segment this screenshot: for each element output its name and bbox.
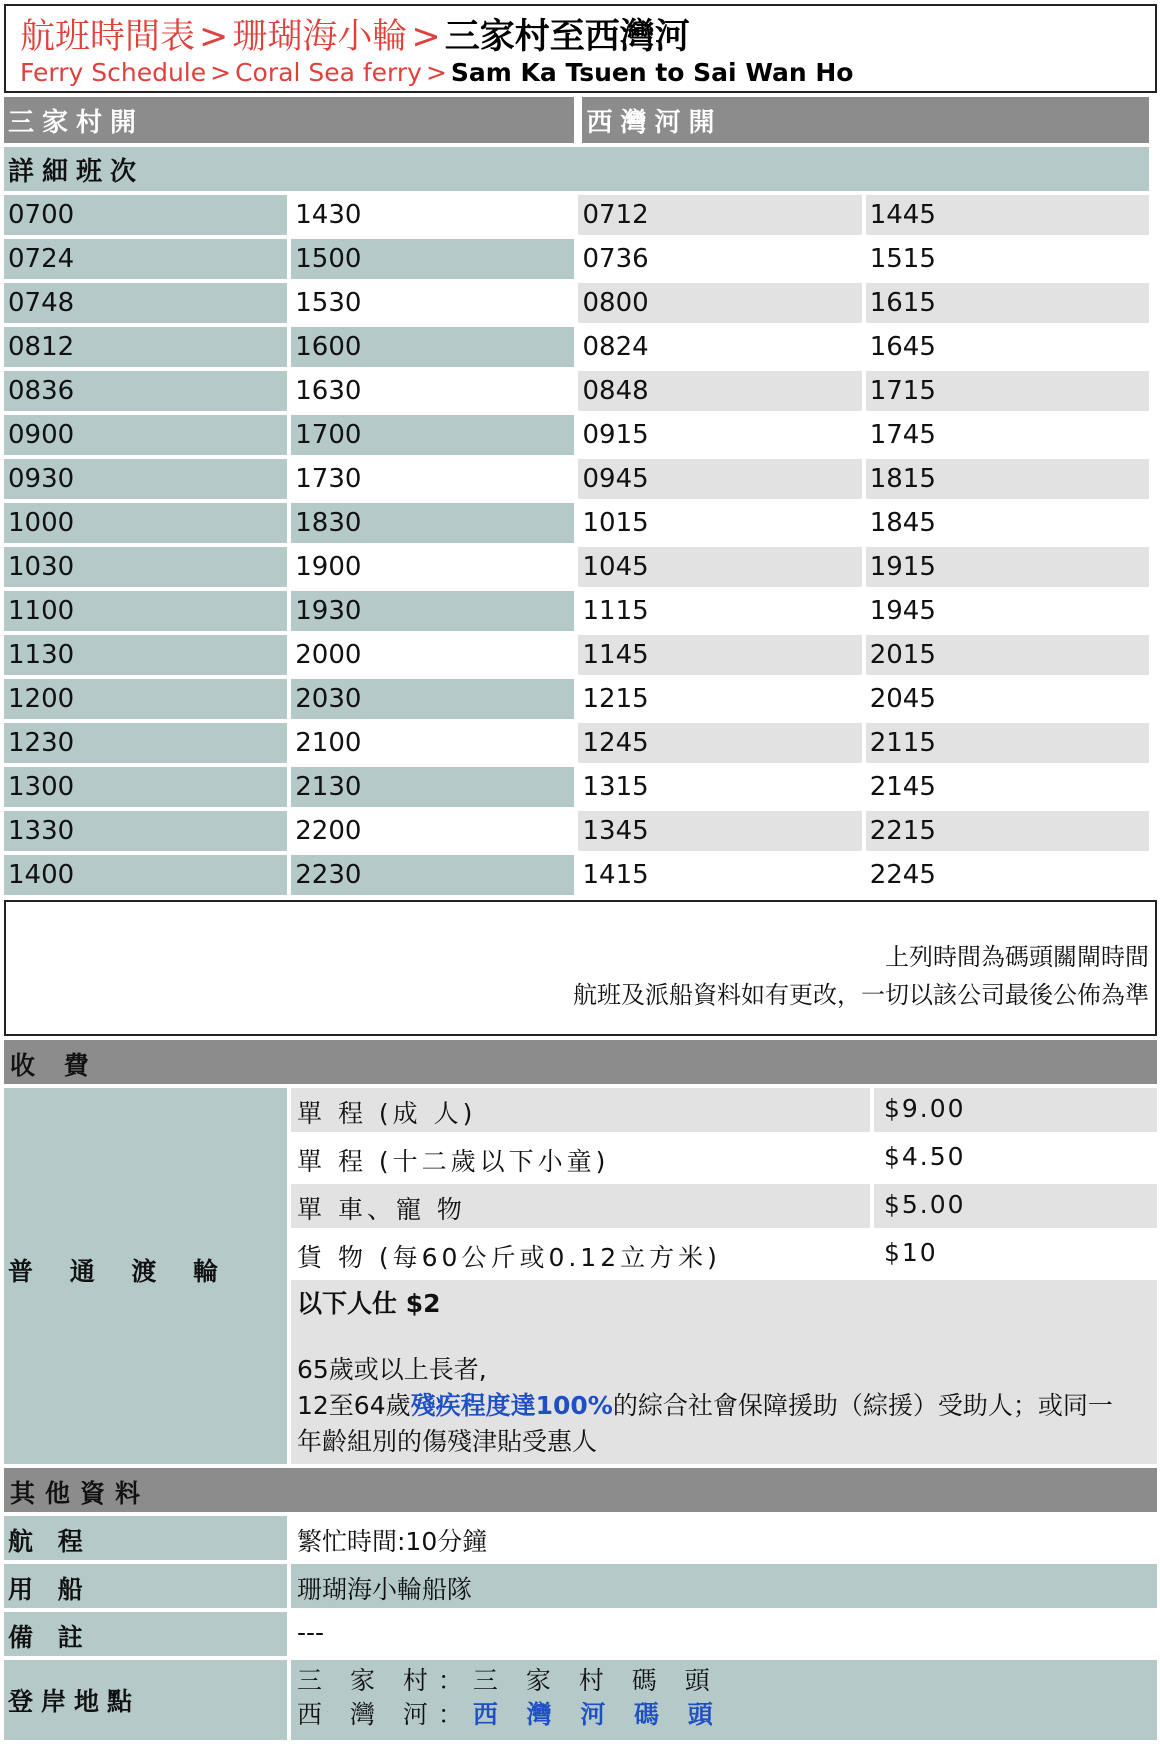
concession-info (291, 1280, 1157, 1464)
departure-time-sam-ka-tsuen: 2030 (291, 679, 574, 719)
vessel-value: 珊瑚海小輪船隊 (291, 1564, 1157, 1608)
departure-time-sam-ka-tsuen: 1200 (4, 679, 287, 719)
breadcrumb-separator: > (425, 58, 447, 87)
fee-row (291, 1088, 1157, 1132)
departure-time-sai-wan-ho: 1815 (866, 459, 1149, 499)
departure-time-sai-wan-ho: 0736 (578, 239, 861, 279)
departure-time-sam-ka-tsuen: 1630 (291, 371, 574, 411)
departure-time-sam-ka-tsuen: 2130 (291, 767, 574, 807)
pier-line-sam-ka-tsuen (297, 1664, 1151, 1698)
schedule-row (4, 415, 1149, 455)
departure-time-sai-wan-ho: 0824 (578, 327, 861, 367)
breadcrumb-en (20, 58, 1143, 88)
departure-time-sai-wan-ho: 0915 (578, 415, 861, 455)
departure-time-sai-wan-ho: 1445 (866, 195, 1149, 235)
departure-time-sam-ka-tsuen: 1830 (291, 503, 574, 543)
schedule-row (4, 855, 1149, 895)
departure-time-sam-ka-tsuen: 1130 (4, 635, 287, 675)
departure-time-sai-wan-ho: 2015 (866, 635, 1149, 675)
schedule-row (4, 503, 1149, 543)
schedule-row (4, 371, 1149, 411)
depart-sam-ka-tsuen-header: 三家村開 (4, 97, 574, 143)
remarks-label: 備 註 (4, 1612, 287, 1656)
pier-name: 三 家 村 碼 頭 (472, 1666, 720, 1695)
departure-time-sai-wan-ho: 2145 (866, 767, 1149, 807)
remarks-value: --- (291, 1612, 1157, 1656)
departure-time-sai-wan-ho: 2115 (866, 723, 1149, 763)
departure-time-sai-wan-ho: 1615 (866, 283, 1149, 323)
departure-time-sam-ka-tsuen: 2100 (291, 723, 574, 763)
departure-time-sam-ka-tsuen: 0836 (4, 371, 287, 411)
concession-line-1: 65歲或以上長者, (297, 1355, 487, 1384)
breadcrumb-link-schedule-en[interactable]: Ferry Schedule (20, 58, 207, 87)
concession-line-2 (297, 1388, 1151, 1424)
vessel-row (4, 1564, 1157, 1608)
vessel-label: 用 船 (4, 1564, 287, 1608)
departure-time-sai-wan-ho: 1715 (866, 371, 1149, 411)
departure-time-sai-wan-ho: 2245 (866, 855, 1149, 895)
departure-time-sam-ka-tsuen: 1730 (291, 459, 574, 499)
departure-time-sam-ka-tsuen: 2230 (291, 855, 574, 895)
journey-label: 航 程 (4, 1516, 287, 1560)
pier-label: 登岸地點 (4, 1660, 287, 1740)
schedule-row (4, 635, 1149, 675)
departure-time-sai-wan-ho: 1215 (578, 679, 861, 719)
concession-line-2-prefix: 12至64歲 (297, 1391, 411, 1420)
pier-row (4, 1660, 1157, 1740)
departure-time-sai-wan-ho: 1015 (578, 503, 861, 543)
fee-item-price: $9.00 (874, 1088, 1157, 1132)
departure-time-sam-ka-tsuen: 2200 (291, 811, 574, 851)
departure-time-sai-wan-ho: 1515 (866, 239, 1149, 279)
disability-link[interactable]: 殘疾程度達100% (410, 1391, 613, 1420)
departure-time-sam-ka-tsuen: 1300 (4, 767, 287, 807)
schedule-row (4, 591, 1149, 631)
departure-time-sam-ka-tsuen: 1600 (291, 327, 574, 367)
remarks-row (4, 1612, 1157, 1656)
departure-time-sai-wan-ho: 1645 (866, 327, 1149, 367)
fees-category-label: 普 通 渡 輪 (4, 1088, 287, 1464)
breadcrumb-separator: > (199, 17, 229, 57)
schedule-row (4, 195, 1149, 235)
departure-time-sai-wan-ho: 1315 (578, 767, 861, 807)
schedule-row (4, 547, 1149, 587)
departure-time-sam-ka-tsuen: 1100 (4, 591, 287, 631)
pier-place: 西 灣 河： (297, 1700, 473, 1729)
breadcrumb-current-en: Sam Ka Tsuen to Sai Wan Ho (450, 58, 854, 87)
notice-box (4, 900, 1157, 1036)
schedule-row (4, 239, 1149, 279)
departure-time-sam-ka-tsuen: 1530 (291, 283, 574, 323)
fee-row (291, 1136, 1157, 1180)
fee-row (291, 1184, 1157, 1228)
departure-time-sai-wan-ho: 1745 (866, 415, 1149, 455)
departure-time-sai-wan-ho: 1115 (578, 591, 861, 631)
departure-time-sai-wan-ho: 1415 (578, 855, 861, 895)
departure-time-sam-ka-tsuen: 1400 (4, 855, 287, 895)
departure-time-sam-ka-tsuen: 0900 (4, 415, 287, 455)
sai-wan-ho-pier-link[interactable]: 西 灣 河 碼 頭 (472, 1700, 723, 1729)
pier-place: 三 家 村： (297, 1666, 473, 1695)
breadcrumb-link-coralsea-en[interactable]: Coral Sea ferry (235, 58, 422, 87)
breadcrumb-link-coralsea-zh[interactable]: 珊瑚海小輪 (232, 17, 408, 57)
pier-line-sai-wan-ho (297, 1698, 1151, 1732)
departure-time-sam-ka-tsuen: 1900 (291, 547, 574, 587)
departure-time-sam-ka-tsuen: 1230 (4, 723, 287, 763)
departure-time-sai-wan-ho: 1945 (866, 591, 1149, 631)
departure-time-sai-wan-ho: 2215 (866, 811, 1149, 851)
departure-time-sai-wan-ho: 0848 (578, 371, 861, 411)
departure-time-sai-wan-ho: 0945 (578, 459, 861, 499)
departure-time-sam-ka-tsuen: 1430 (291, 195, 574, 235)
breadcrumb-separator: > (411, 17, 441, 57)
schedule-row (4, 459, 1149, 499)
fee-item-name: 單 程 (十二歲以下小童) (291, 1136, 870, 1180)
schedule-row (4, 811, 1149, 851)
other-info-section-title: 其他資料 (4, 1468, 1157, 1512)
departure-time-sam-ka-tsuen: 1030 (4, 547, 287, 587)
fees-section-title: 收 費 (4, 1040, 1157, 1084)
journey-row (4, 1516, 1157, 1560)
breadcrumb-header (4, 4, 1157, 93)
detail-timetable-label: 詳細班次 (4, 147, 1149, 191)
depart-sai-wan-ho-header: 西灣河開 (578, 97, 1149, 143)
departure-time-sai-wan-ho: 0800 (578, 283, 861, 323)
fee-item-name: 單 車、寵 物 (291, 1184, 870, 1228)
departure-time-sam-ka-tsuen: 1500 (291, 239, 574, 279)
departure-time-sam-ka-tsuen: 1930 (291, 591, 574, 631)
fee-row (291, 1232, 1157, 1276)
concession-title: 以下人仕 $2 (297, 1289, 441, 1318)
departure-time-sam-ka-tsuen: 1700 (291, 415, 574, 455)
fees-table (4, 1088, 1157, 1464)
schedule-row (4, 723, 1149, 763)
schedule-row (4, 679, 1149, 719)
departure-time-sai-wan-ho: 1245 (578, 723, 861, 763)
departure-time-sai-wan-ho: 2045 (866, 679, 1149, 719)
breadcrumb-separator: > (210, 58, 232, 87)
breadcrumb-zh (20, 16, 1143, 58)
departure-time-sai-wan-ho: 1145 (578, 635, 861, 675)
schedule-row (4, 767, 1149, 807)
pier-value (291, 1660, 1157, 1740)
concession-line-2-suffix: 的綜合社會保障援助（綜援）受助人；或同一 (612, 1391, 1113, 1420)
schedule-row (4, 327, 1149, 367)
departure-time-sam-ka-tsuen: 0930 (4, 459, 287, 499)
concession-line-3: 年齡組別的傷殘津貼受惠人 (297, 1427, 598, 1456)
departure-time-sai-wan-ho: 1045 (578, 547, 861, 587)
schedule-row (4, 283, 1149, 323)
departure-time-sam-ka-tsuen: 0700 (4, 195, 287, 235)
departure-time-sam-ka-tsuen: 2000 (291, 635, 574, 675)
journey-value: 繁忙時間:10分鐘 (291, 1516, 1157, 1560)
breadcrumb-current-zh: 三家村至西灣河 (444, 17, 690, 57)
notice-line-1: 上列時間為碼頭關閘時間 (885, 943, 1149, 971)
departure-time-sam-ka-tsuen: 1000 (4, 503, 287, 543)
fee-item-name: 貨 物 (每60公斤或0.12立方米) (291, 1232, 870, 1276)
departure-time-sai-wan-ho: 1845 (866, 503, 1149, 543)
breadcrumb-link-schedule-zh[interactable]: 航班時間表 (20, 17, 196, 57)
departure-time-sam-ka-tsuen: 0724 (4, 239, 287, 279)
fee-item-price: $5.00 (874, 1184, 1157, 1228)
departure-time-sai-wan-ho: 1915 (866, 547, 1149, 587)
fee-item-price: $10 (874, 1232, 1157, 1276)
fee-item-name: 單 程 (成 人) (291, 1088, 870, 1132)
departure-time-sai-wan-ho: 1345 (578, 811, 861, 851)
departure-time-sam-ka-tsuen: 0748 (4, 283, 287, 323)
departure-time-sam-ka-tsuen: 0812 (4, 327, 287, 367)
departure-time-sai-wan-ho: 0712 (578, 195, 861, 235)
schedule-table (0, 93, 1153, 899)
fee-item-price: $4.50 (874, 1136, 1157, 1180)
notice-line-2: 航班及派船資料如有更改，一切以該公司最後公佈為準 (573, 981, 1149, 1009)
departure-time-sam-ka-tsuen: 1330 (4, 811, 287, 851)
